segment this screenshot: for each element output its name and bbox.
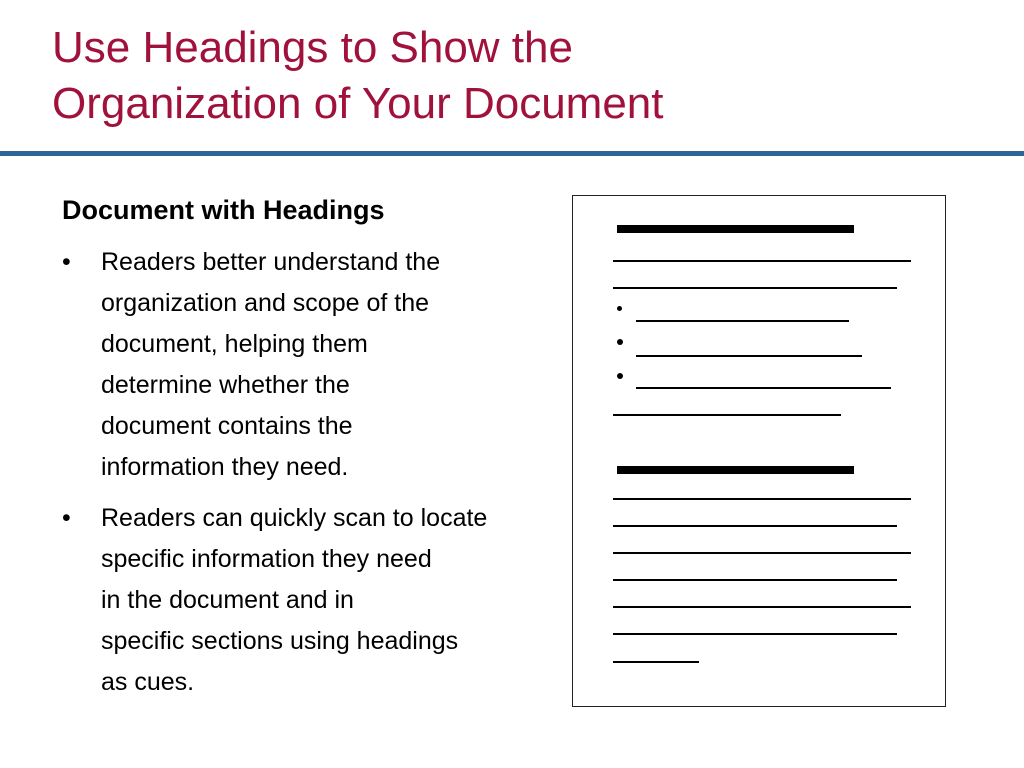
- bullet-text: [101, 498, 582, 703]
- bullet-item-2: [62, 498, 582, 703]
- bullet-line: specific sections using headings: [101, 627, 459, 655]
- text-line: [636, 387, 891, 389]
- bullet-line: determine whether the: [101, 371, 350, 399]
- text-line: [613, 606, 911, 608]
- content-column: [62, 188, 582, 713]
- text-line: [613, 525, 897, 527]
- section-heading-bar: [617, 466, 854, 474]
- text-line: [613, 579, 897, 581]
- document-with-headings-illustration: [572, 195, 946, 707]
- slide-title: [52, 20, 992, 132]
- bullet-text: [101, 242, 582, 488]
- text-line: [613, 633, 897, 635]
- text-line: [613, 414, 841, 416]
- subheading: Document with Headings: [62, 195, 385, 225]
- bullet-line: Readers better understand the: [101, 248, 441, 276]
- bullet-item-1: [62, 242, 582, 488]
- title-line-2: Organization of Your Document: [52, 79, 664, 128]
- bullet-dot-icon: [617, 373, 623, 379]
- bullet-line: information they need.: [101, 453, 349, 481]
- bullet-marker: •: [62, 504, 71, 532]
- bullet-dot-icon: [617, 306, 622, 311]
- text-line: [636, 320, 849, 322]
- text-line: [613, 287, 897, 289]
- text-line: [613, 498, 911, 500]
- text-line: [613, 661, 699, 663]
- bullet-list: [62, 242, 582, 703]
- bullet-line: in the document and in: [101, 586, 354, 614]
- bullet-line: document contains the: [101, 412, 353, 440]
- bullet-line: specific information they need: [101, 545, 432, 573]
- bullet-line: organization and scope of the: [101, 289, 430, 317]
- section-heading-bar: [617, 225, 854, 233]
- text-line: [613, 260, 911, 262]
- bullet-marker: •: [62, 248, 71, 276]
- title-line-1: Use Headings to Show the: [52, 23, 573, 72]
- bullet-line: Readers can quickly scan to locate: [101, 504, 488, 532]
- title-divider: [0, 151, 1024, 156]
- text-line: [636, 355, 862, 357]
- text-line: [613, 552, 911, 554]
- bullet-dot-icon: [617, 339, 623, 345]
- bullet-line: as cues.: [101, 668, 195, 696]
- bullet-line: document, helping them: [101, 330, 368, 358]
